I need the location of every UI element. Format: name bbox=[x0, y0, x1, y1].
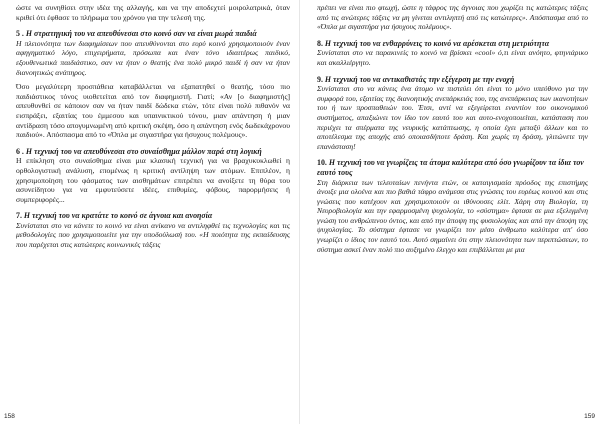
left-intro-paragraph: ώστε να συνηθίσει στην ιδέα της αλλαγής, και να την αποδεχτεί μοιρολατρικά, όταν κριθεί ότι έφθασε το πλήρωμα του χρόνου για την τελεσή της. bbox=[16, 3, 290, 22]
section-5-heading bbox=[16, 29, 290, 39]
page-number-left: 158 bbox=[4, 413, 15, 420]
section-7-paragraph-1: Συνίσταται στο να κάνετε το κοινό να είναι ανίκανο να αντιληφθεί τις τεχνολογίες και τις μεθοδολογίες που χρησιμοποιείτε για την υποδούλωσή του. «Η ποιότητα της εκπαίδευσης που παρέχεται στις κατώτερες κοινωνικές τάξεις bbox=[16, 220, 290, 250]
section-8-number: 8. bbox=[317, 38, 323, 48]
section-6-number: 6 . bbox=[16, 146, 24, 156]
right-intro-paragraph: πρέπει να είναι πιο φτωχή, ώστε η τάφρος της άγνοιας που χωρίζει τις κατώτερες τάξεις από τις ανώτερες τάξεις να μη γίνεται αντιληπτή από τις κατώτερες». Απόσπασμα από το «Όπλα με σιγαστήρα για ήσυχους πολέμους». bbox=[317, 3, 588, 32]
section-6-title: Η τεχνική του να απευθύνεσαι στο συναίσθημα μάλλον παρά στη λογική bbox=[25, 146, 262, 156]
section-10-paragraph-1: Στη διάρκεια των τελευταίων πενήντα ετών, οι καταιγισμαία πρόοδος της επιστήμης άνοιξε μια ολοένα και πιο βαθιά τάφρο ανάμεσα στις γνώσεις του ευρέως κοινού και στις γνώσεις που κατέχουν και χρησιμοποιούν οι ιθύνουσες ελίτ. Χάρη στη Βιολογία, τη Νευροβιολογία και την εφαρμοσμένη ψυχολογία, το «σύστημα» έφτασε σε μια εξελιγμένη γνώση του ανθρώπινου όντος, και από την άποψη της φυσιολογίας και από την άποψη της ψυχολογίας. Το σύστημα έφτασε να γνωρίζει τον μέσο άνθρωπο καλύτερα απ' όσο γνωρίζει ο ίδιος τον εαυτό του. Αυτό σημαίνει ότι στην πλειονότητα των περιπτώσεων, το σύστημα ασκεί έναν πολύ πιο αυξημένο έλεγχο και επιβάλλεται με μια bbox=[317, 177, 588, 254]
page-number-right: 159 bbox=[584, 413, 595, 420]
section-9-title: Η τεχνική του να αντικαθιστάς την εξέγερση με την ενοχή bbox=[324, 74, 515, 84]
section-10-title: Η τεχνική του να γνωρίζεις τα άτομα καλύτερα από όσο γνωρίζουν τα ίδια τον εαυτό τους bbox=[317, 158, 584, 177]
section-6-heading bbox=[16, 147, 290, 157]
section-7-title: Η τεχνική του να κρατάτε το κοινό σε άγνοια και ανοησία bbox=[23, 211, 213, 221]
section-8-heading bbox=[317, 39, 588, 49]
section-10-number: 10. bbox=[317, 158, 327, 168]
section-6-paragraph-1: Η επίκληση στο συναίσθημα είναι μια κλασική τεχνική για να βραχυκυκλωθεί η ορθολογιστική ανάλυση, επομένως η κριτική αντίληψη των ατόμων. Επιπλέον, η χρησιμοποίηση του φάσματος των αισθημάτων επιτρέπει να ανοίξετε τη θύρα του ασυνείδητου για να εμφυτεύσετε ιδέες, επιθυμίες, φόβους, παρορμήσεις ή συμπεριφορές... bbox=[16, 156, 290, 204]
right-page bbox=[300, 0, 600, 424]
section-9-number: 9. bbox=[317, 74, 323, 84]
section-9-paragraph-1: Συνίσταται στο να κάνεις ένα άτομο να πιστεύει ότι είναι το μόνο υπεύθυνο για την συμφορά του, εξαιτίας της διανοητικής ανεπάρκειάς του, της ανεπάρκειας των ικανοτήτων του ή των προσπαθειών του. Έτσι, αντί να εξεγείρεται εναντίον του οικονομικού συστήματος, απαξιώνει τον ίδιο τον εαυτό του και αυτο-ενοχοποιείται, κατάσταση που περιέχει τα σπέρματα της νευρικής κατάπτωσης, η οποία έχει μεταξύ άλλων και το αποτέλεσμα της αποχής από οποιασδήποτε δράση. Και χωρίς τη δράση, γλιτώνετε την επανάσταση! bbox=[317, 84, 588, 151]
section-5-number: 5 . bbox=[16, 29, 24, 39]
section-5-title: Η στρατηγική του να απευθύνεσαι στο κοινό σαν να είναι μωρά παιδιά bbox=[25, 29, 257, 39]
section-8-title: Η τεχνική του να ενθαρρύνεις το κοινό να αρέσκεται στη μετριότητα bbox=[324, 38, 550, 48]
section-10-heading bbox=[317, 158, 588, 177]
section-8-paragraph-1: Συνίσταται στο να παρακινείς το κοινό να βρίσκει «cool» ό,τι είναι ανόητο, φτηνιάρικο και ακαλλιέργητο. bbox=[317, 48, 588, 67]
section-5-paragraph-1: Η πλειονότητα των διαφημίσεων που απευθύνονται στο ευρύ κοινό χρησιμοποιούν έναν αφηγηματικό λόγο, επιχειρήματα, πρόσωπα και έναν τόνο ιδιαιτέρως παιδικό, εξουθενωτικά παιδιάστικο, σαν να ήταν ο θεατής ένα πολύ μικρό παιδί ή σαν να ήταν διανοητικώς ανάπηρος. bbox=[16, 38, 290, 77]
section-7-heading bbox=[16, 211, 290, 221]
section-7-number: 7. bbox=[16, 211, 22, 221]
section-9-heading bbox=[317, 75, 588, 85]
section-5-paragraph-2: Όσο μεγαλύτερη προσπάθεια καταβάλλεται να εξαπατηθεί ο θεατής, τόσο πιο παιδιάστικος τόνος υιοθετείται από τον διαφημιστή. Γιατί; «Αν [ο διαφημιστής] απευθυνθεί σε κάποιον σαν να ήταν παιδί δώδεκα ετών, τότε είναι πολύ πιθανόν να εισπράξει, εξαιτίας του έμμεσου και υπαινικτικού τόνου, μιαν απάντηση ή μιαν αντίδραση τόσο απογυμνωμένη από κριτική σκέψη, όσο η απάντηση ενός δωδεκάχρονου παιδιού». Απόσπασμα από το «Όπλα με σιγαστήρα για ήσυχους πολέμους». bbox=[16, 82, 290, 140]
